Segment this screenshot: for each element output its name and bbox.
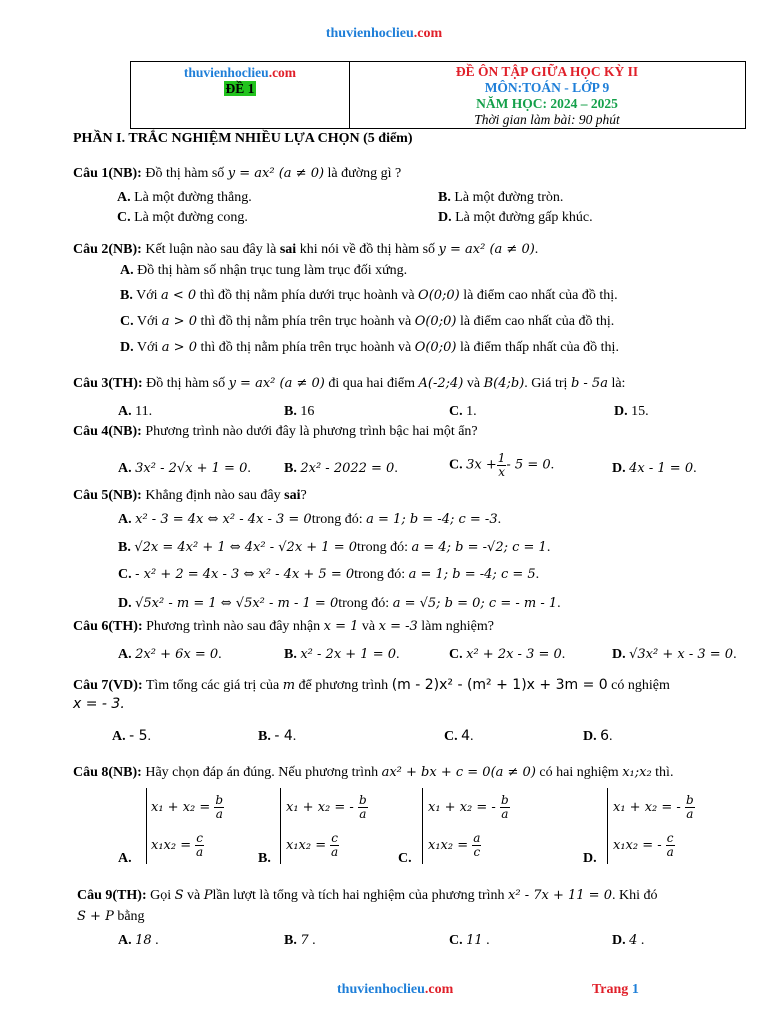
opt-label: D.	[118, 596, 132, 611]
q2-option-c[interactable]	[120, 314, 614, 330]
exam-code-badge: ĐỀ 1	[225, 81, 255, 96]
q1-math: y = ax² (a ≠ 0)	[227, 166, 325, 181]
header-left-cell	[131, 62, 350, 128]
q9-text-a: Gọi	[150, 888, 172, 903]
fraction-numerator: b	[215, 793, 224, 807]
header-site	[0, 26, 768, 42]
q2-c-post: là điểm cao nhất của đồ thị.	[459, 314, 615, 329]
q6-and: và	[361, 619, 376, 634]
product-lhs: x₁x₂ =	[151, 838, 192, 853]
q6-option-c[interactable]: C. x² + 2x - 3 = 0.	[449, 647, 566, 662]
q8-label: Câu 8(NB):	[73, 765, 142, 780]
fraction-numerator: b	[358, 793, 367, 807]
opt-label: B.	[284, 461, 297, 476]
question-3	[73, 376, 625, 392]
q9-tail: . Khi đó	[611, 888, 658, 903]
q4-option-b[interactable]: B. 2x² - 2022 = 0.	[284, 461, 398, 476]
page-number	[592, 982, 639, 998]
q9-a-value: 18	[135, 933, 152, 948]
opt-label: A.	[118, 933, 132, 948]
opt-label: B.	[284, 933, 297, 948]
q2-b-math: a < 0	[161, 288, 197, 303]
q5-b-mid: trong đó:	[357, 540, 408, 555]
q2-c-origin: O(0;0)	[414, 314, 457, 329]
q2-option-d[interactable]	[120, 340, 619, 356]
opt-label: C.	[449, 647, 463, 662]
q1-option-a[interactable]	[117, 190, 252, 206]
opt-label: A.	[118, 512, 132, 527]
q5-a-coeffs: a = 1; b = -4; c = -3	[366, 512, 498, 527]
fraction-numerator: c	[196, 831, 203, 845]
q1-b-text: Là một đường tròn.	[454, 190, 564, 205]
q9-line2-text: bằng	[117, 909, 145, 924]
table-site-tld: .com	[268, 65, 297, 80]
opt-label: D.	[583, 729, 597, 744]
q2-b-post: là điểm cao nhất của đồ thị.	[463, 288, 618, 303]
fraction-numerator: b	[500, 793, 509, 807]
q9-c-value: 11	[466, 933, 483, 948]
q4-d-math: 4x - 1 = 0	[629, 461, 694, 476]
exam-title: ĐỀ ÔN TẬP GIỮA HỌC KỲ II	[455, 64, 639, 79]
page-num: 1	[631, 982, 639, 997]
q7-option-a[interactable]: A. - 5.	[112, 728, 152, 744]
q8-a-sum	[151, 794, 224, 821]
q8-mid: có hai nghiệm	[539, 765, 619, 780]
q9-d-value: 4	[629, 933, 638, 948]
q9-text-b: lần lượt là tổng và tích hai nghiệm của phương trình	[212, 888, 505, 903]
opt-label: B.	[118, 540, 131, 555]
q8-option-c[interactable]: C.	[398, 851, 412, 866]
q6-label: Câu 6(TH):	[73, 619, 143, 634]
fraction-denominator: a	[686, 807, 694, 821]
q4-a-math: 3x² - 2√x + 1 = 0	[135, 461, 248, 476]
q4-b-math: 2x² - 2022 = 0	[300, 461, 395, 476]
q2-c-mid: thì đồ thị nằm phía trên trục hoành và	[200, 314, 412, 329]
q8-equation: ax² + bx + c = 0	[381, 765, 491, 780]
q2-bold: sai	[279, 242, 297, 257]
sum-lhs: x₁ + x₂ = -	[613, 800, 681, 815]
fraction-denominator: x	[498, 465, 505, 479]
q8-tail: thì.	[655, 765, 674, 780]
q9-line-2	[77, 909, 145, 925]
fraction-numerator: 1	[497, 451, 506, 465]
opt-label: A.	[117, 190, 131, 205]
q7-tail: có nghiệm	[611, 678, 670, 693]
footer-site-tld: .com	[424, 982, 454, 997]
opt-label: D.	[612, 461, 626, 476]
q5-d-mid: trong đó:	[338, 596, 390, 611]
q9-option-d[interactable]: D. 4 .	[612, 933, 645, 948]
q5-option-c[interactable]: C. - x² + 2 = 4x - 3 ⇔ x² - 4x + 5 = 0trong đó: a = 1; b = -4; c = 5.	[118, 567, 540, 582]
q3-text: Đồ thị hàm số	[146, 376, 226, 391]
q1-d-text: Là một đường gấp khúc.	[455, 210, 593, 225]
q6-c-math: x² + 2x - 3 = 0	[466, 647, 562, 662]
q9-option-a[interactable]: A. 18 .	[118, 933, 159, 948]
q3-a-text: 11.	[135, 404, 153, 419]
fraction-denominator: a	[196, 845, 204, 859]
q2-d-math: a > 0	[161, 340, 197, 355]
part-title: PHẦN I. TRẮC NGHIỆM NHIỀU LỰA CHỌN (5 điểm)	[73, 131, 413, 146]
q8-roots: x₁;x₂	[622, 765, 652, 780]
sum-lhs: x₁ + x₂ = -	[286, 800, 354, 815]
q9-p: P	[203, 888, 213, 903]
q8-a-brace	[146, 788, 147, 864]
footer-site	[337, 982, 453, 998]
question-1	[73, 166, 401, 182]
q6-tail: làm nghiệm?	[421, 619, 494, 634]
fraction-denominator: c	[473, 845, 481, 859]
opt-label: C.	[449, 457, 463, 473]
q9-option-b[interactable]: B. 7 .	[284, 933, 316, 948]
opt-label: D.	[438, 210, 452, 225]
fraction-numerator: b	[685, 793, 694, 807]
opt-label: D.	[120, 340, 134, 355]
sum-lhs: x₁ + x₂ = -	[428, 800, 496, 815]
q2-label: Câu 2(NB):	[73, 242, 142, 257]
q2-a-text: Đồ thị hàm số nhận trục tung làm trục đối xứng.	[137, 263, 408, 278]
q1-text: Đồ thị hàm số	[145, 166, 225, 181]
opt-label: C.	[120, 314, 134, 329]
question-2	[73, 242, 538, 258]
opt-label: A.	[112, 729, 126, 744]
q3-option-c[interactable]	[449, 404, 477, 420]
q4-label: Câu 4(NB):	[73, 424, 142, 439]
q8-c-product	[428, 832, 481, 859]
q5-c-coeffs: a = 1; b = -4; c = 5	[408, 567, 536, 582]
question-6	[73, 619, 494, 635]
q5-option-d[interactable]: D. √5x² - m = 1 ⇔ √5x² - m - 1 = 0trong đó: a = √5; b = 0; c = - m - 1.	[118, 596, 561, 611]
q2-c-math: a > 0	[161, 314, 197, 329]
footer-site-name: thuvienhoclieu	[337, 982, 425, 997]
q5-option-b[interactable]: B. √2x = 4x² + 1 ⇔ 4x² - √2x + 1 = 0trong đó: a = 4; b = -√2; c = 1.	[118, 540, 551, 555]
q7-param: m	[282, 678, 296, 693]
q7-d-value: 6	[600, 728, 610, 744]
q5-text: Khẳng định nào sau đây	[145, 488, 281, 503]
q3-b-text: 16	[300, 404, 315, 419]
question-4	[73, 424, 478, 440]
q3-expr: b - 5a	[570, 376, 608, 391]
table-site-name: thuvienhoclieu	[183, 65, 269, 80]
question-7	[73, 677, 670, 694]
q2-b-origin: O(0;0)	[418, 288, 460, 303]
q2-c-pre: Với	[136, 314, 159, 329]
opt-label: C.	[449, 933, 463, 948]
q7-c-value: 4	[461, 728, 471, 744]
q5-b-eq: √2x = 4x² + 1 ⇔ 4x² - √2x + 1 = 0	[134, 540, 358, 555]
fraction-denominator: a	[666, 845, 674, 859]
q5-b-coeffs: a = 4; b = -√2; c = 1	[411, 540, 547, 555]
q8-b-brace	[280, 788, 281, 864]
q2-d-mid: thì đồ thị nằm phía trên trục hoành và	[200, 340, 412, 355]
q6-root-2: x = -3	[378, 619, 418, 634]
site-tld: .com	[413, 26, 443, 41]
question-8	[73, 765, 673, 781]
opt-label: C.	[118, 567, 132, 582]
exam-header-table	[130, 61, 746, 129]
q1-option-b[interactable]	[438, 190, 563, 206]
q8-d-brace	[607, 788, 608, 864]
q7-mid: để phương trình	[298, 678, 389, 693]
opt-label: C.	[117, 210, 131, 225]
q2-math: y = ax² (a ≠ 0)	[438, 242, 535, 257]
product-lhs: x₁x₂ =	[428, 838, 469, 853]
q3-label: Câu 3(TH):	[73, 376, 143, 391]
q4-c-fraction	[497, 452, 507, 479]
q4-text: Phương trình nào dưới đây là phương trình bậc hai một ẩn?	[145, 424, 478, 439]
q2-text-a: Kết luận nào sau đây là	[145, 242, 277, 257]
q8-c-brace	[422, 788, 423, 864]
opt-label: A.	[120, 263, 134, 278]
q4-option-d[interactable]: D. 4x - 1 = 0.	[612, 461, 697, 476]
opt-label: B.	[258, 729, 271, 744]
fraction-denominator: a	[359, 807, 367, 821]
q3-tail: là:	[611, 376, 626, 391]
q3-point-a: A(-2;4)	[418, 376, 464, 391]
q3-d-text: 15.	[631, 404, 649, 419]
q1-option-c[interactable]	[117, 210, 248, 226]
q1-option-d[interactable]	[438, 210, 593, 226]
q5-a-mid: trong đó:	[311, 512, 363, 527]
q6-option-b[interactable]: B. x² - 2x + 1 = 0.	[284, 647, 400, 662]
q6-root-1: x = 1	[323, 619, 359, 634]
header-right-cell	[349, 62, 745, 128]
q8-d-sum	[613, 794, 695, 821]
site-name: thuvienhoclieu	[325, 26, 414, 41]
q7-text: Tìm tổng các giá trị của	[145, 678, 280, 693]
q5-a-eq: x² - 3 = 4x ⇔ x² - 4x - 3 = 0	[135, 512, 312, 527]
exam-time: Thời gian làm bài: 90 phút	[474, 112, 620, 127]
opt-label: B.	[284, 647, 297, 662]
q6-d-math: √3x² + x - 3 = 0	[629, 647, 734, 662]
q1-tail: là đường gì ?	[327, 166, 402, 181]
q7-option-d[interactable]: D. 6.	[583, 728, 613, 744]
q8-c-sum	[428, 794, 510, 821]
opt-label: B.	[120, 288, 133, 303]
q8-b-sum	[286, 794, 368, 821]
q9-and: và	[187, 888, 201, 903]
q3-option-d[interactable]	[614, 404, 649, 420]
q9-b-value: 7	[300, 933, 309, 948]
q4-option-c[interactable]: C. 3x + $\frac{1}{x}$ - 5 = 0.	[449, 451, 555, 479]
q2-option-a[interactable]	[120, 263, 407, 279]
q6-option-a[interactable]: A. 2x² + 6x = 0.	[118, 647, 222, 662]
q1-label: Câu 1(NB):	[73, 166, 142, 181]
q4-c-post: - 5 = 0	[506, 457, 551, 473]
q5-c-eq: - x² + 2 = 4x - 3 ⇔ x² - 4x + 5 = 0	[135, 567, 355, 582]
q8-a-product	[151, 832, 204, 859]
q8-option-a[interactable]: A.	[118, 851, 132, 866]
q7-option-b[interactable]: B. - 4.	[258, 728, 297, 744]
opt-label: A.	[118, 404, 132, 419]
opt-label: C.	[449, 404, 463, 419]
q2-text-b: khi nói về đồ thị hàm số	[299, 242, 436, 257]
q2-b-pre: Với	[136, 288, 158, 303]
q5-option-a[interactable]: A. x² - 3 = 4x ⇔ x² - 4x - 3 = 0trong đó: a = 1; b = -4; c = -3.	[118, 512, 502, 527]
q1-c-text: Là một đường cong.	[134, 210, 248, 225]
q6-option-d[interactable]: D. √3x² + x - 3 = 0.	[612, 647, 737, 662]
q7-line-2	[73, 696, 125, 713]
q8-condition: (a ≠ 0)	[490, 765, 536, 780]
q9-s: S	[174, 888, 184, 903]
q2-d-pre: Với	[136, 340, 159, 355]
question-5: Câu 5(NB): Khẳng định nào sau đây sai?	[73, 488, 307, 503]
q8-option-d[interactable]: D.	[583, 851, 597, 866]
fraction-numerator: a	[473, 831, 481, 845]
fraction-denominator: a	[215, 807, 223, 821]
q2-tail: .	[534, 242, 539, 257]
q2-d-origin: O(0;0)	[414, 340, 457, 355]
q3-mid: đi qua hai điểm	[328, 376, 416, 391]
q7-option-c[interactable]: C. 4.	[444, 728, 474, 744]
q9-label: Câu 9(TH):	[77, 888, 147, 903]
fraction-numerator: c	[331, 831, 338, 845]
q3-and: và	[466, 376, 481, 391]
q3-c-text: 1.	[466, 404, 477, 419]
q7-root: x = - 3.	[73, 696, 125, 712]
opt-label: B.	[438, 190, 451, 205]
exam-year: NĂM HỌC: 2024 – 2025	[476, 96, 618, 111]
fraction-denominator: a	[501, 807, 509, 821]
q8-b-product	[286, 832, 339, 859]
page-label: Trang	[592, 982, 629, 997]
q3-option-a[interactable]	[118, 404, 152, 420]
q7-a-value: - 5	[129, 728, 148, 744]
q7-label: Câu 7(VD):	[73, 678, 143, 693]
opt-label: D.	[614, 404, 628, 419]
q5-c-mid: trong đó:	[354, 567, 406, 582]
q6-a-math: 2x² + 6x = 0	[135, 647, 219, 662]
fraction-denominator: a	[331, 845, 339, 859]
q9-option-c[interactable]: C. 11 .	[449, 933, 490, 948]
opt-label: C.	[444, 729, 458, 744]
q8-text: Hãy chọn đáp án đúng. Nếu phương trình	[145, 765, 379, 780]
opt-label: B.	[284, 404, 297, 419]
product-lhs: x₁x₂ =	[286, 838, 327, 853]
opt-label: A.	[118, 461, 132, 476]
q5-label: Câu 5(NB):	[73, 488, 142, 503]
q5-bold: sai	[284, 488, 301, 503]
question-9	[77, 888, 657, 904]
q2-b-mid: thì đồ thị nằm phía dưới trục hoành và	[199, 288, 415, 303]
product-lhs: x₁x₂ = -	[613, 838, 662, 853]
q4-option-a[interactable]: A. 3x² - 2√x + 1 = 0.	[118, 461, 251, 476]
q3-point-b: B(4;b)	[483, 376, 525, 391]
q4-c-pre: 3x +	[466, 457, 497, 473]
q5-d-coeffs: a = √5; b = 0; c = - m - 1	[392, 596, 558, 611]
q9-expr: S + P	[77, 909, 114, 924]
q8-option-b[interactable]: B.	[258, 851, 271, 866]
q1-a-text: Là một đường thẳng.	[134, 190, 252, 205]
opt-label: A.	[118, 647, 132, 662]
q2-option-b[interactable]	[120, 288, 618, 304]
q3-math: y = ax² (a ≠ 0)	[228, 376, 325, 391]
q8-d-product	[613, 832, 675, 859]
q7-equation: (m - 2)x² - (m² + 1)x + 3m = 0	[391, 677, 608, 693]
opt-label: D.	[612, 933, 626, 948]
q7-b-value: - 4	[274, 728, 293, 744]
opt-label: D.	[612, 647, 626, 662]
q3-mid2: . Giá trị	[524, 376, 568, 391]
q5-d-eq: √5x² - m = 1 ⇔ √5x² - m - 1 = 0	[135, 596, 339, 611]
exam-subject: MÔN:TOÁN - LỚP 9	[484, 80, 610, 95]
sum-lhs: x₁ + x₂ =	[151, 800, 211, 815]
q6-text: Phương trình nào sau đây nhận	[146, 619, 321, 634]
q3-option-b[interactable]	[284, 404, 314, 420]
q6-b-math: x² - 2x + 1 = 0	[300, 647, 397, 662]
q9-equation: x² - 7x + 11 = 0	[508, 888, 612, 903]
fraction-numerator: c	[666, 831, 674, 845]
q2-d-post: là điểm thấp nhất của đồ thị.	[459, 340, 619, 355]
